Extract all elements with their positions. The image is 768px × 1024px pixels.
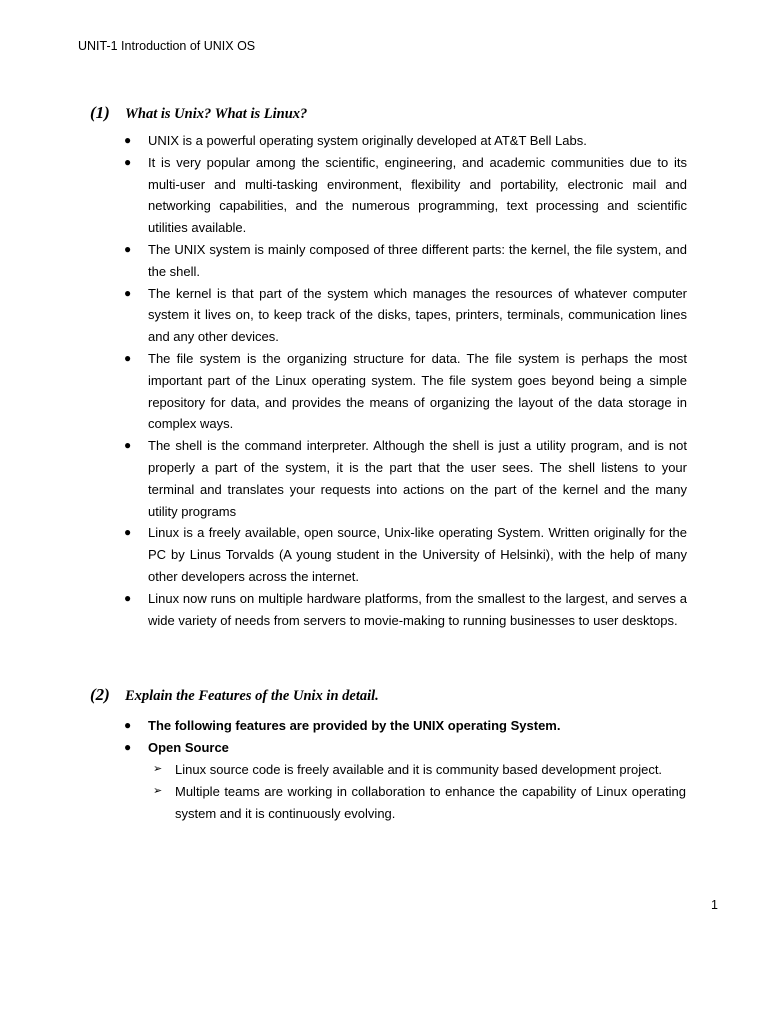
list-item: ● The kernel is that part of the system which manages the resources of whatever computer system it lives on, to keep track of the disks, tapes, printers, terminals, communication lines and any other devices.: [148, 283, 687, 348]
bullet-icon: ●: [124, 154, 132, 169]
section-1-number: (1): [90, 103, 110, 122]
page-number: 1: [711, 898, 718, 912]
section-1-bullet-list: [124, 130, 687, 631]
section-1-heading: [90, 103, 307, 123]
section-1-title: What is Unix? What is Linux?: [125, 106, 308, 122]
bullet-icon: ●: [124, 718, 132, 732]
page-header: UNIT-1 Introduction of UNIX OS: [78, 39, 256, 53]
section-2-number: (2): [90, 685, 110, 704]
bullet-icon: ●: [124, 739, 132, 754]
section-2-sub-bullet-list: [153, 759, 686, 824]
list-item: ● The following features are provided by the UNIX operating System.: [148, 715, 687, 737]
bullet-icon: ●: [124, 350, 132, 365]
bullet-icon: ●: [124, 590, 132, 605]
bullet-icon: ●: [124, 438, 132, 453]
bullet-icon: ●: [124, 241, 132, 256]
section-2-title: Explain the Features of the Unix in detail.: [125, 688, 379, 704]
list-item: ● Linux is a freely available, open source, Unix-like operating System. Written originally for the PC by Linus Torvalds (A young student in the University of Helsinki), with the help of many other developers across the internet.: [148, 522, 687, 587]
arrow-bullet-icon: ➢: [153, 763, 163, 775]
list-item: ➢ Multiple teams are working in collaboration to enhance the capability of Linux operating system and it is continuously evolving.: [175, 781, 686, 825]
bullet-icon: ●: [124, 285, 132, 300]
list-item: ● The file system is the organizing structure for data. The file system is perhaps the most important part of the Linux operating system. The file system goes beyond being a simple repository for data, and provides the means of organizing the layout of the data storage in complex ways.: [148, 348, 687, 435]
bullet-icon: ●: [124, 133, 132, 147]
arrow-bullet-icon: ➢: [153, 784, 163, 797]
list-item: ● The shell is the command interpreter. Although the shell is just a utility program, and is not properly a part of the system, it is the part that the user sees. The shell listens to your terminal and translates your requests into actions on the part of the kernel and the many utility programs: [148, 435, 687, 522]
list-item: ➢ Linux source code is freely available and it is community based development project.: [175, 759, 686, 781]
list-item: ● UNIX is a powerful operating system originally developed at AT&T Bell Labs.: [148, 130, 687, 152]
section-2-bullet-list: [124, 715, 687, 759]
bullet-icon: ●: [124, 525, 132, 540]
list-item: ● Linux now runs on multiple hardware platforms, from the smallest to the largest, and serves a wide variety of needs from servers to movie-making to running businesses to user desktops.: [148, 588, 687, 632]
list-item: ● It is very popular among the scientific, engineering, and academic communities due to its multi-user and multi-tasking environment, flexibility and portability, electronic mail and networking capabilities, and the numerous programming, text processing and scientific utilities available.: [148, 152, 687, 239]
list-item: ● The UNIX system is mainly composed of three different parts: the kernel, the file system, and the shell.: [148, 239, 687, 283]
list-item: ● Open Source: [148, 737, 687, 759]
section-2-heading: [90, 685, 379, 705]
